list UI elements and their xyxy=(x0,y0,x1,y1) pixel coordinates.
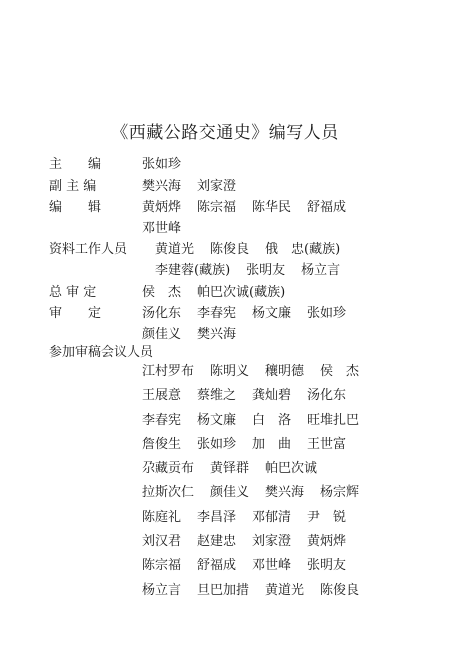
role-label: 副 主 编 xyxy=(49,179,97,194)
person-name: 旺堆扎巴 xyxy=(307,412,360,428)
meeting-row xyxy=(142,554,359,578)
person-name: 陈宗福 xyxy=(142,558,182,574)
names-line xyxy=(155,261,340,281)
person-name: 刘家澄 xyxy=(197,179,237,194)
meeting-row xyxy=(142,579,359,603)
meeting-row xyxy=(142,409,359,433)
meeting-row xyxy=(142,530,359,554)
person-name: 邓郁清 xyxy=(252,509,292,525)
meeting-row xyxy=(142,433,359,457)
person-name: 蔡维之 xyxy=(197,388,237,404)
person-name: 颜佳义 xyxy=(210,485,250,501)
person-name: 陈俊良 xyxy=(210,242,250,257)
person-name: 旦巴加措 xyxy=(197,582,250,598)
person-name: 黄炳烨 xyxy=(307,534,347,550)
names-line xyxy=(142,219,181,239)
person-name: 尕藏贡布 xyxy=(142,461,195,477)
person-name: 詹俊生 xyxy=(142,436,182,452)
person-name: 江村罗布 xyxy=(142,364,195,379)
person-name: 白 洛 xyxy=(252,412,292,428)
person-name: 李春宪 xyxy=(142,412,182,428)
person-name: 刘汉君 xyxy=(142,534,182,550)
person-name: 侯 杰 xyxy=(142,285,182,300)
meeting-members-grid xyxy=(142,360,359,603)
meeting-row xyxy=(142,384,359,408)
person-name: 李春宪 xyxy=(197,306,237,321)
person-name: 杨宗辉 xyxy=(320,485,360,501)
person-name: 加 曲 xyxy=(252,436,292,452)
person-name: 李建蓉(藏族) xyxy=(155,263,231,278)
person-name: 樊兴海 xyxy=(142,179,182,194)
names-line xyxy=(142,283,285,303)
person-name: 陈华民 xyxy=(252,200,292,215)
person-name: 黄铎群 xyxy=(210,461,250,477)
person-name: 黄道光 xyxy=(155,242,195,257)
person-name: 杨立言 xyxy=(142,582,182,598)
role-label: 审 定 xyxy=(49,306,102,321)
person-name: 邓世峰 xyxy=(142,221,182,236)
person-name: 王世富 xyxy=(307,436,347,452)
person-name: 张如珍 xyxy=(142,157,182,172)
person-name: 穰明德 xyxy=(265,364,305,379)
person-name: 陈俊良 xyxy=(320,582,360,598)
person-name: 舒福成 xyxy=(197,558,237,574)
person-name: 俄 忠(藏族) xyxy=(265,242,341,257)
person-name: 颜佳义 xyxy=(142,327,182,342)
person-name: 帕巴次诚 xyxy=(265,461,318,477)
person-name: 侯 杰 xyxy=(320,364,360,379)
names-line xyxy=(142,198,346,218)
person-name: 陈宗福 xyxy=(197,200,237,215)
person-name: 杨文廉 xyxy=(197,412,237,428)
person-name: 拉斯次仁 xyxy=(142,485,195,501)
person-name: 汤化东 xyxy=(142,306,182,321)
person-name: 张如珍 xyxy=(307,306,347,321)
meeting-row xyxy=(142,481,359,505)
person-name: 帕巴次诚(藏族) xyxy=(197,285,286,300)
person-name: 黄道光 xyxy=(265,582,305,598)
person-name: 邓世峰 xyxy=(252,558,292,574)
person-name: 黄炳烨 xyxy=(142,200,182,215)
role-label: 主 编 xyxy=(49,157,102,172)
person-name: 刘家澄 xyxy=(252,534,292,550)
person-name: 陈庭礼 xyxy=(142,509,182,525)
names-line xyxy=(142,325,236,345)
names-line xyxy=(155,240,340,260)
role-label: 编 辑 xyxy=(49,200,102,215)
meeting-row xyxy=(142,506,359,530)
names-line xyxy=(142,155,181,175)
page-title: 《西藏公路交通史》编写人员 xyxy=(111,123,339,143)
person-name: 汤化东 xyxy=(307,388,347,404)
person-name: 龚灿碧 xyxy=(252,388,292,404)
person-name: 尹 锐 xyxy=(307,509,347,525)
person-name: 樊兴海 xyxy=(197,327,237,342)
person-name: 张如珍 xyxy=(197,436,237,452)
person-name: 舒福成 xyxy=(307,200,347,215)
meeting-section-label: 参加审稿会议人员 xyxy=(49,345,154,360)
names-line xyxy=(142,177,236,197)
role-label: 总 审 定 xyxy=(49,285,97,300)
person-name: 杨文廉 xyxy=(252,306,292,321)
person-name: 张明友 xyxy=(246,263,286,278)
person-name: 李昌泽 xyxy=(197,509,237,525)
names-line xyxy=(142,304,346,324)
meeting-row xyxy=(142,360,359,384)
person-name: 张明友 xyxy=(307,558,347,574)
person-name: 樊兴海 xyxy=(265,485,305,501)
role-label: 资料工作人员 xyxy=(49,242,128,257)
person-name: 王展意 xyxy=(142,388,182,404)
person-name: 赵建忠 xyxy=(197,534,237,550)
meeting-row xyxy=(142,457,359,481)
person-name: 杨立言 xyxy=(301,263,341,278)
person-name: 陈明义 xyxy=(210,364,250,379)
